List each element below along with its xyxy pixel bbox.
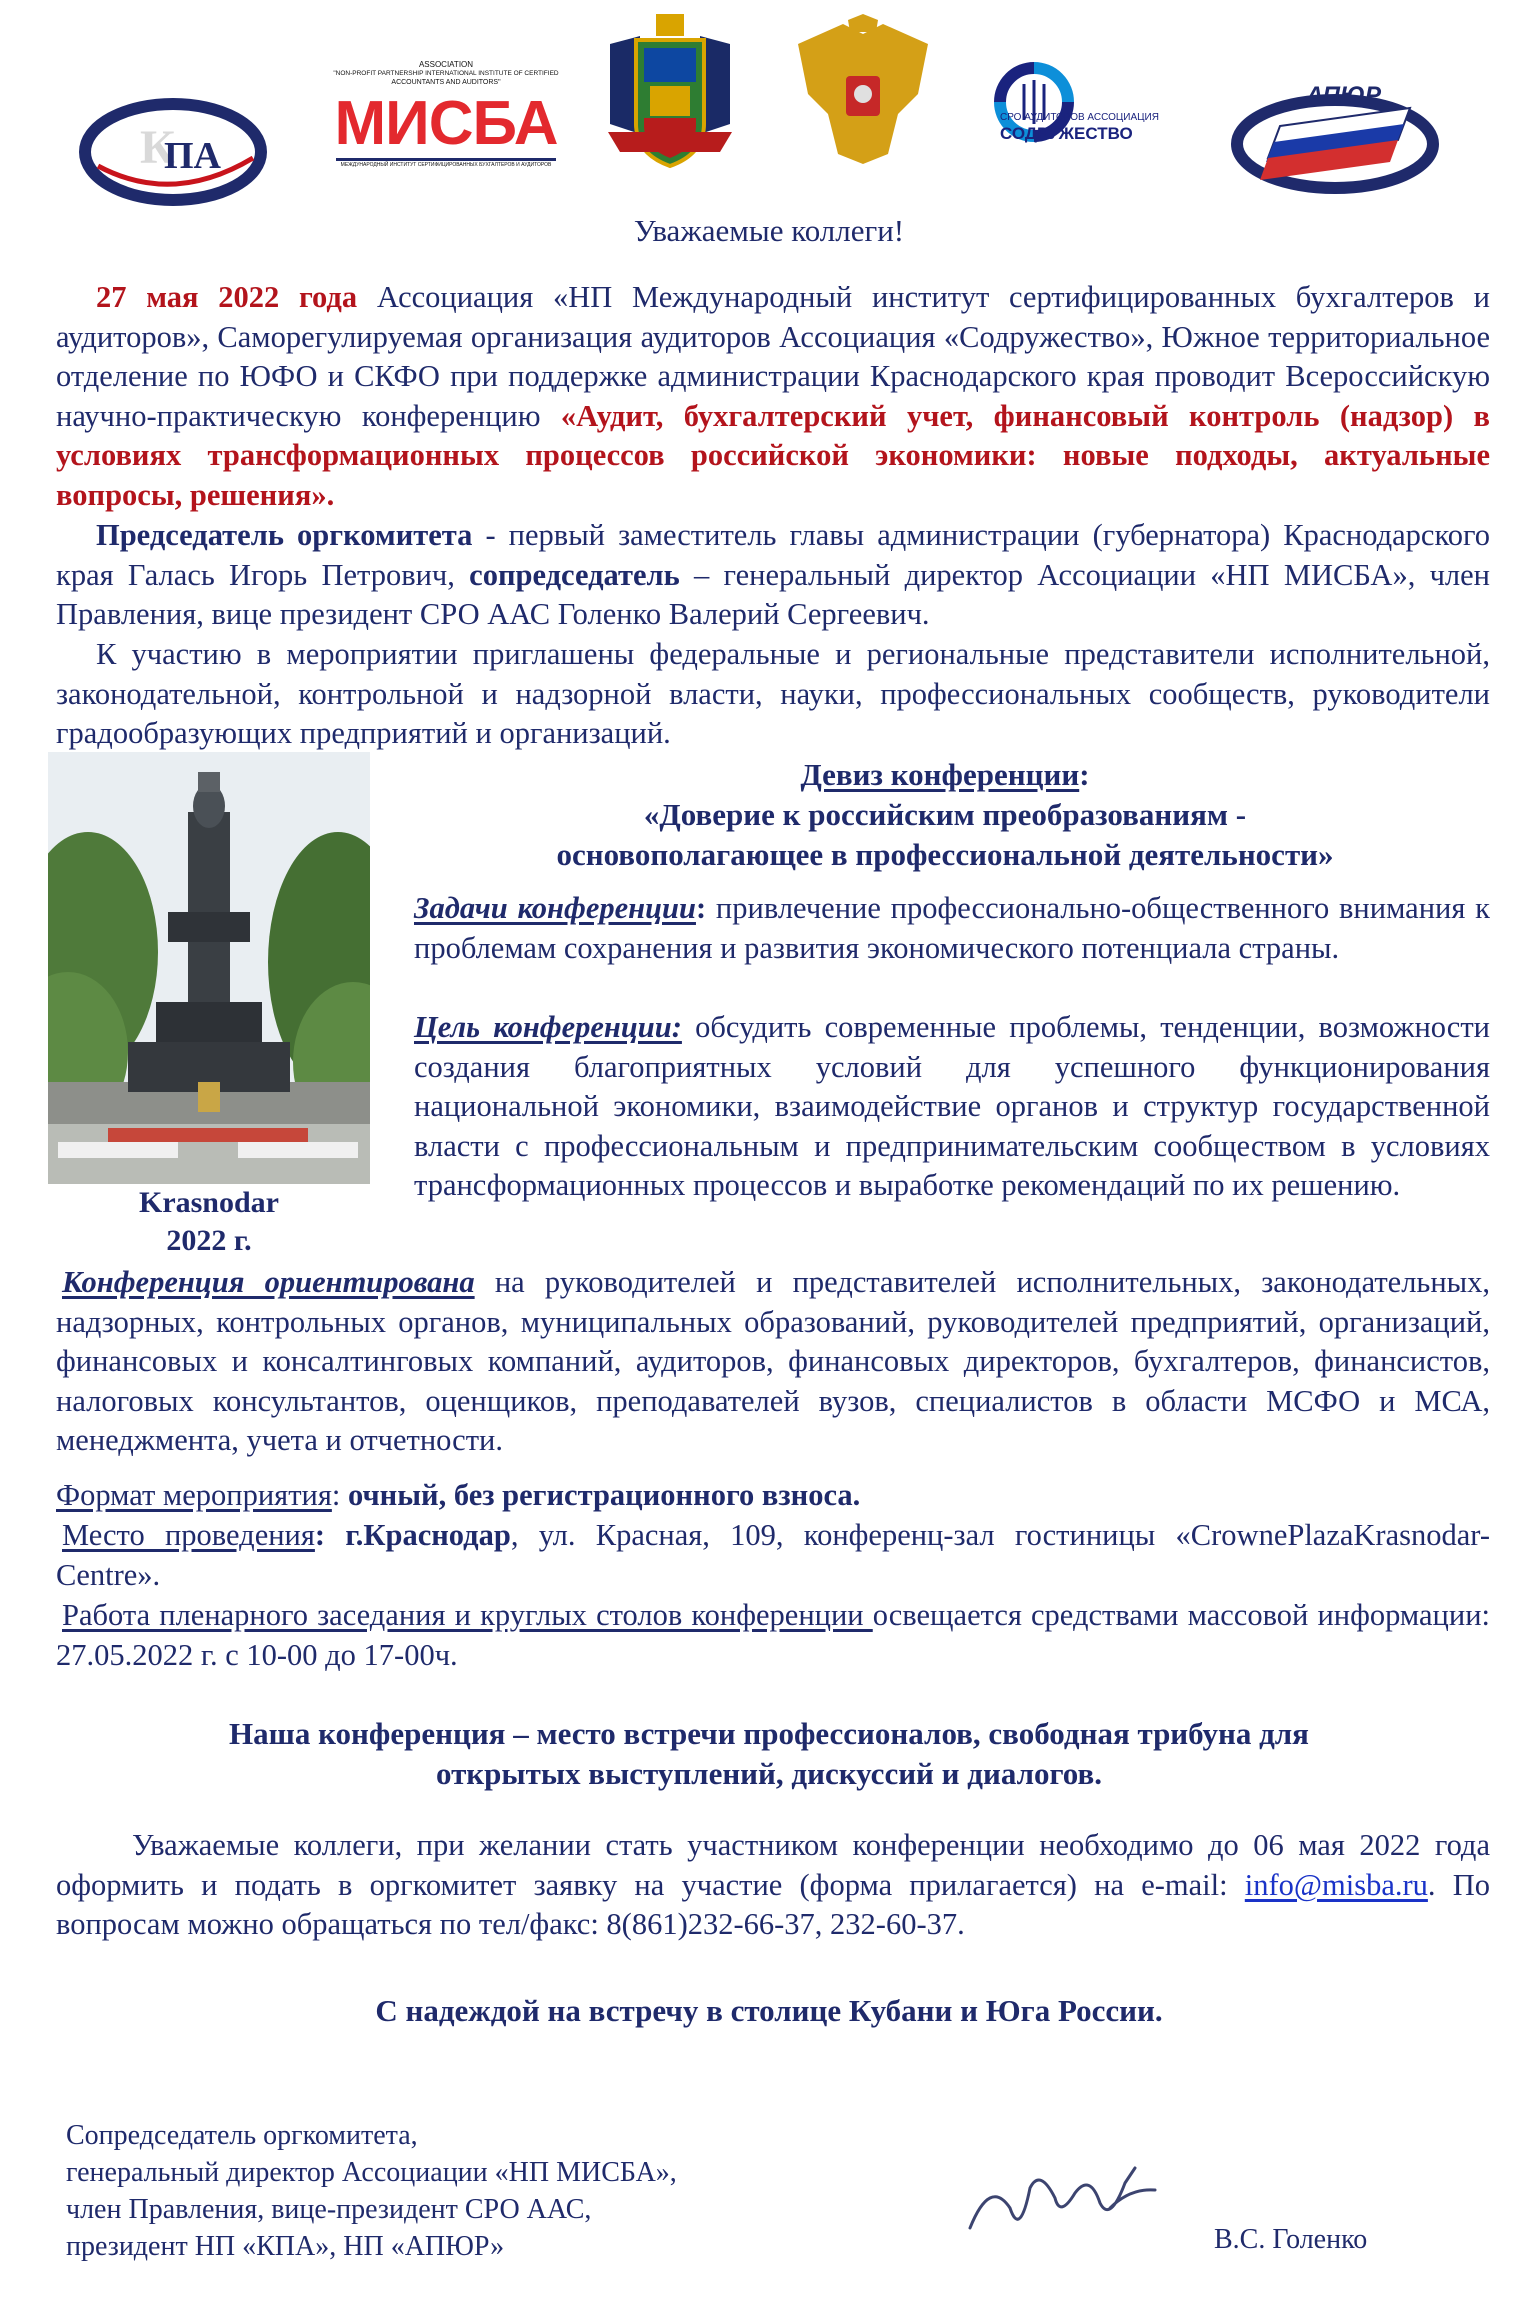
intro-paragraph	[56, 278, 1490, 515]
sodruzhestvo-logo	[994, 62, 1184, 174]
misba-top-line-1: ASSOCIATION	[418, 60, 474, 69]
motto-label: Девиз конференции	[800, 757, 1080, 792]
chair-label: Председатель оргкомитета	[96, 518, 473, 552]
media-text: освещается средствами массовой информации: 27.05.2022 г. с 10-00 до 17-00ч.	[56, 1598, 1490, 1672]
signer-name: В.С. Голенко	[1214, 2224, 1368, 2255]
signature-line-1: Сопредседатель оргкомитета,	[66, 2120, 418, 2151]
greeting: Уважаемые коллеги!	[633, 213, 905, 248]
format-value: очный, без регистрационного взноса.	[347, 1478, 861, 1512]
target-text: на руководителей и представителей исполнительных, законодательных, надзорных, контрольных органов, муниципальных образований, руководителей предприятий, организаций, финансовых и консалтинговых компаний, аудиторов, финансовых директоров, бухгалтеров, финансистов, налоговых консультантов, оценщиков, преподавателей вузов, специалистов в области МСФО и МСА, менеджмента, учета и отчетности.	[56, 1265, 1491, 1457]
intro-text: Ассоциация «НП Международный институт сертифицированных бухгалтеров и аудиторов», Саморегулируемая организация аудиторов Ассоциация «Содружество», Южное территориальное отделение по ЮФО и СКФО при поддержке администрации Краснодарского края проводит Всероссийскую научно-практическую конференцию	[56, 280, 1490, 433]
venue-colon: :	[314, 1518, 346, 1552]
invited-paragraph	[56, 635, 1490, 754]
krasnodar-monument-photo	[48, 752, 370, 1184]
tasks-colon: :	[695, 891, 707, 925]
kpa-logo	[78, 96, 268, 208]
goal-paragraph	[414, 1008, 1490, 1206]
motto-heading	[400, 755, 1490, 795]
photo-caption	[48, 1184, 370, 1260]
venue-label: Место проведения	[62, 1518, 315, 1552]
signature-line-4: президент НП «КПА», НП «АПЮР»	[66, 2231, 505, 2262]
cochair-label: сопредседатель	[469, 557, 680, 592]
contact-email-link[interactable]: info@misba.ru	[1244, 1867, 1428, 1902]
signature-block	[66, 2117, 826, 2265]
target-paragraph	[56, 1263, 1490, 1461]
misba-underline	[336, 158, 556, 161]
conference-title: «Аудит, бухгалтерский учет, финансовый контроль (надзор) в условиях трансформационных процессов российской экономики: новые подходы, актуальные вопросы, решения».	[56, 398, 1490, 512]
motto-line-2: основополагающее в профессиональной деятельности»	[556, 837, 1334, 872]
cochair-text: – генеральный директор Ассоциации «НП МИСБА», член Правления, вице президент СРО ААС Голенко Валерий Сергеевич.	[56, 557, 1491, 631]
signature-line-3: член Правления, вице-президент СРО ААС,	[66, 2194, 592, 2225]
target-label: Конференция ориентирована	[62, 1265, 475, 1299]
venue-text: , ул. Красная, 109, конференц-зал гостиницы «CrownePlazaKrasnodar-Centre».	[56, 1518, 1490, 1592]
russia-coat-of-arms-icon	[788, 14, 938, 170]
format-colon: :	[331, 1478, 348, 1512]
media-paragraph	[56, 1596, 1490, 1675]
sodruzhestvo-subtitle: СРО АУДИТОРОВ АССОЦИАЦИЯ	[1000, 112, 1159, 123]
tasks-text: привлечение профессионально-общественного внимания к проблемам сохранения и развития экономического потенциала страны.	[414, 891, 1490, 965]
chair-text: - первый заместитель главы администрации (губернатора) Краснодарского края Галась Игорь Петрович,	[56, 518, 1490, 592]
chair-paragraph	[56, 516, 1490, 635]
application-paragraph	[56, 1826, 1490, 1945]
signature-line-2: генеральный директор Ассоциации «НП МИСБА»,	[66, 2157, 677, 2188]
misba-bottom-line: МЕЖДУНАРОДНЫЙ ИНСТИТУТ СЕРТИФИЦИРОВАННЫХ БУХГАЛТЕРОВ И АУДИТОРОВ	[340, 162, 552, 168]
photo-caption-year: 2022 г.	[166, 1224, 252, 1257]
application-text-1: Уважаемые коллеги, при желании стать участником конференции необходимо до 06 мая 2022 года оформить и подать в оргкомитет заявку на участие (форма прилагается) на e-mail:	[56, 1828, 1490, 1902]
format-label: Формат мероприятия	[56, 1478, 332, 1512]
apyur-name: АПЮР	[1306, 82, 1382, 109]
motto-colon: :	[1079, 757, 1090, 792]
misba-logo	[330, 60, 562, 170]
slogan-line-1: Наша конференция – место встречи профессионалов, свободная трибуна для	[229, 1716, 1309, 1751]
application-text-2: . По вопросам можно обращаться по тел/факс: 8(861)232-66-37, 232-60-37.	[56, 1867, 1491, 1941]
misba-top-line-3: ACCOUNTANTS AND AUDITORS"	[391, 79, 501, 86]
slogan	[40, 1714, 1498, 1794]
goal-label: Цель конференции:	[414, 1010, 682, 1044]
slogan-line-2: открытых выступлений, дискуссий и диалогов.	[435, 1756, 1103, 1791]
invited-text: К участию в мероприятии приглашены федеральные и региональные представители исполнительной, законодательной, контрольной и надзорной власти, науки, профессиональных сообществ, руководители градообразующих предприятий и организаций.	[56, 637, 1490, 750]
misba-name: МИСБА	[334, 89, 558, 158]
closing-line: С надеждой на встречу в столице Кубани и Юга России.	[375, 1993, 1163, 2028]
event-date: 27 мая 2022 года	[96, 280, 358, 314]
tasks-label: Задачи конференции	[414, 891, 696, 925]
tasks-paragraph	[414, 889, 1490, 968]
handwritten-signature-icon	[960, 2148, 1170, 2258]
venue-city: г.Краснодар	[345, 1518, 511, 1552]
media-label: Работа пленарного заседания и круглых столов конференции	[62, 1598, 873, 1632]
goal-text: обсудить современные проблемы, тенденции, возможности создания благоприятных условий для успешного функционирования национальной экономики, взаимодействие органов и структур государственной власти с профессиональным и предпринимательским сообществом в условиях трансформационных процессов и выработке рекомендаций по их решению.	[414, 1010, 1490, 1202]
sodruzhestvo-name: СОДРУЖЕСТВО	[1000, 124, 1133, 143]
motto-line-1: «Доверие к российским преобразованиям -	[643, 797, 1247, 832]
venue-paragraph	[56, 1516, 1490, 1595]
misba-top-line-2: "NON-PROFIT PARTNERSHIP INTERNATIONAL INSTITUTE OF CERTIFIED	[333, 70, 559, 77]
photo-caption-city: Krasnodar	[138, 1186, 279, 1219]
format-line	[56, 1476, 1490, 1516]
kpa-letters-pa: ПА	[164, 135, 221, 177]
krasnodar-krai-coat-of-arms-icon	[600, 14, 740, 172]
motto-block	[400, 755, 1490, 875]
apyur-logo	[1230, 82, 1440, 194]
kpa-letter-k: К	[140, 121, 175, 174]
